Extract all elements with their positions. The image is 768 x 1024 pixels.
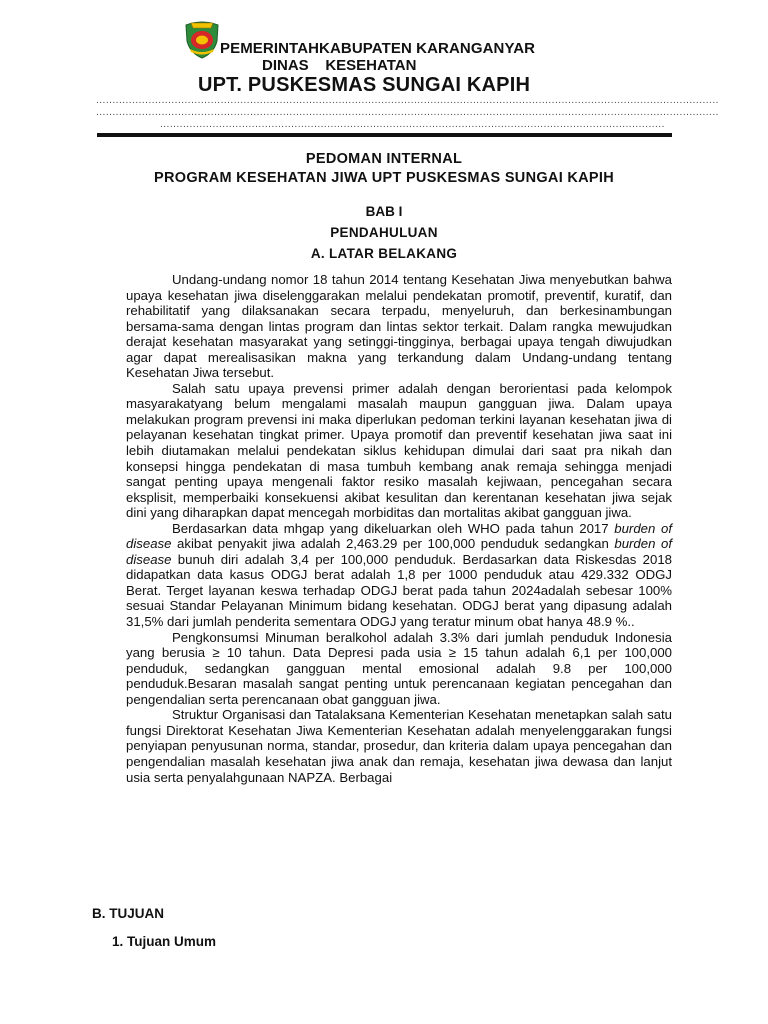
italic-term: burden of disease bbox=[126, 536, 672, 567]
paragraph: Pengkonsumsi Minuman beralkohol adalah 3.3% dari jumlah penduduk Indonesia yang berusia ≥ 10 tahun. Data Depresi pada usia ≥ 15 tahun adalah 6,1 per 100,000 penduduk, sedangkan gangguan mental emosional adalah 9.8 per 100,000 penduduk.Besaran masalah sangat penting untuk perencanaan kegiatan pencegahan dan pengendalian serta perencanaan obat gangguan jiwa. bbox=[126, 629, 672, 707]
letterhead-rule bbox=[97, 133, 672, 137]
italic-term: burden of disease bbox=[126, 520, 672, 552]
paragraph-text: Berdasarkan data mhgap yang dikeluarkan oleh WHO pada tahun 2017 bbox=[172, 520, 615, 536]
address-dotted-line-3: .......................................................................................................................................................... bbox=[160, 119, 665, 130]
body-text bbox=[126, 272, 672, 785]
paragraph-text: akibat penyakit jiwa adalah 2,463.29 per 100,000 penduduk sedangkan bbox=[171, 536, 615, 552]
subsection-heading-tujuan-umum: 1. Tujuan Umum bbox=[112, 934, 217, 949]
paragraph-text: bunuh diri adalah 3,4 per 100,000 penduduk. Berdasarkan data Riskesdas 2018 didapatkan data kasus ODGJ berat adalah 1,8 per 1000 penduduk atau 429.332 ODGJ Berat. Terget layanan keswa terhadap ODGJ berat pada tahun 2024adalah sebesar 100% sesuai Standar Pelayanan Minimum bidang kesehatan. ODGJ berat yang dipasung adalah 31,5% dari jumlah penderita sementara ODGJ yang teratur minum obat hanya 48.9 %.. bbox=[126, 551, 672, 630]
paragraph: Undang-undang nomor 18 tahun 2014 tentang Kesehatan Jiwa menyebutkan bahwa upaya kesehatan jiwa diselenggarakan melalui pendekatan promotif, preventif, kuratif, dan rehabilitatif yang dilaksanakan secara terpadu, menyeluruh, dan berkesinambungan bersama-sama dengan lintas program dan lintas sektor terkait. Dalam rangka mewujudkan derajat kesehatan masyarakat yang setinggi-tingginya, berbagai upaya tengah diwujudkan agar dapat merealisasikan makna yang terkandung dalam Undang-undang tentang Kesehatan Jiwa tersebut. bbox=[126, 272, 672, 381]
doc-subtitle: PROGRAM KESEHATAN JIWA UPT PUSKESMAS SUNGAI KAPIH bbox=[154, 170, 614, 186]
letterhead-government: PEMERINTAHKABUPATEN KARANGANYAR bbox=[220, 40, 536, 57]
doc-title: PEDOMAN INTERNAL bbox=[305, 151, 463, 167]
paragraph: Salah satu upaya prevensi primer adalah dengan berorientasi pada kelompok masyarakatyang belum mengalami masalah maupun gangguan jiwa. Dalam upaya melakukan program prevensi ini maka diperlukan pedoman terkini layanan kesehatan jiwa di pelayanan kesehatan tingkat primer. Upaya promotif dan preventif kesehatan jiwa saat ini lebih diutamakan melalui pendekatan siklus kehidupan dimulai dari saat pra nikah dan konsepsi hingga pendekatan di masa tumbuh kembang anak remaja sehingga menjadi sangat penting upaya mengenali faktor resiko masalah kejiwaan, pencegahan secara eksplisit, memperbaiki konsekuensi akibat kesulitan dan kerentanan kesehatan jiwa sejak dini yang diharapkan dapat mencegah morbiditas dan mortalitas akibat gangguan jiwa. bbox=[126, 380, 672, 521]
chapter-number: BAB I bbox=[365, 204, 403, 219]
regency-emblem-logo bbox=[182, 19, 222, 59]
section-heading-tujuan: B. TUJUAN bbox=[92, 906, 165, 921]
chapter-title: PENDAHULUAN bbox=[330, 225, 438, 240]
emblem-core bbox=[196, 36, 208, 45]
address-dotted-line-1: .............................................................................................................................................................................................. bbox=[96, 95, 719, 106]
section-heading-latar-belakang: A. LATAR BELAKANG bbox=[310, 246, 458, 261]
letterhead-institution: UPT. PUSKESMAS SUNGAI KAPIH bbox=[198, 74, 531, 96]
emblem-crest bbox=[191, 23, 213, 28]
paragraph bbox=[126, 521, 672, 630]
letterhead-department: DINAS KESEHATAN bbox=[262, 57, 417, 74]
paragraph: Struktur Organisasi dan Tatalaksana Kementerian Kesehatan menetapkan salah satu fungsi Direktorat Kesehatan Jiwa Kementerian Kesehatan adalah menyelenggarakan fungsi penyiapan penyusunan norma, standar, prosedur, dan kriteria dalam upaya pencegahan dan pengendalian masalah kesehatan jiwa anak dan remaja, kesehatan jiwa dewasa dan lanjut usia serta penyalahgunaan NAPZA. Berbagai bbox=[126, 707, 672, 785]
address-dotted-line-2: .............................................................................................................................................................................................. bbox=[96, 107, 719, 118]
